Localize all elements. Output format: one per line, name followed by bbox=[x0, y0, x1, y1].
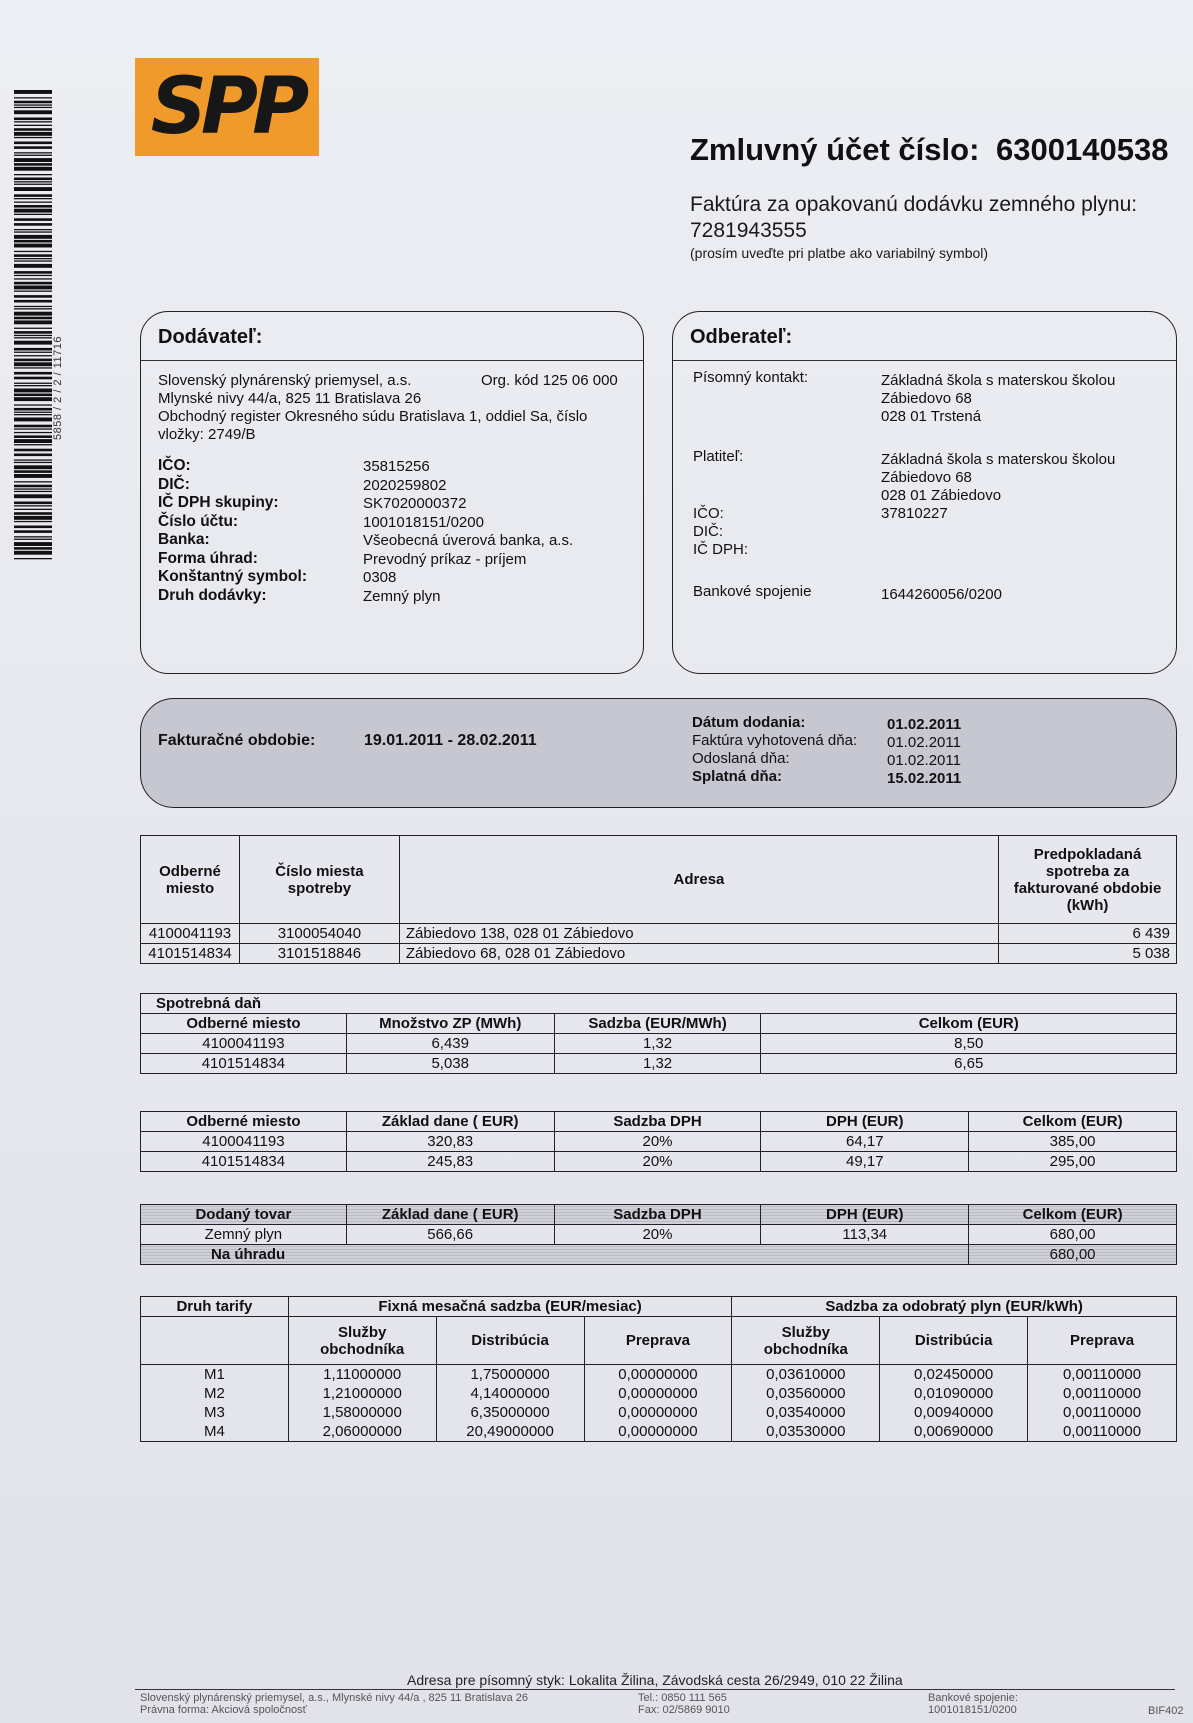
tariff-cell: 0,03540000 bbox=[732, 1403, 880, 1422]
places-row bbox=[141, 944, 1177, 964]
payer-label: Platiteľ: bbox=[693, 448, 744, 465]
invoice-number: 7281943555 bbox=[690, 219, 807, 242]
barcode-bar bbox=[14, 317, 52, 320]
barcode-bar bbox=[14, 383, 52, 384]
tariff-cell: 0,03530000 bbox=[732, 1422, 880, 1442]
consumption-places-table bbox=[140, 835, 1177, 964]
barcode-bar bbox=[14, 187, 52, 191]
places-cell: 3100054040 bbox=[239, 924, 399, 944]
supplier-field-value: 2020259802 bbox=[363, 476, 447, 494]
barcode-bar bbox=[14, 300, 52, 303]
barcode-bar bbox=[14, 275, 52, 276]
places-cell: 6 439 bbox=[999, 924, 1177, 944]
tariff-cell: 2,06000000 bbox=[288, 1422, 436, 1442]
tariff-cell: M4 bbox=[141, 1422, 289, 1442]
tariff-cell: 0,00000000 bbox=[584, 1403, 732, 1422]
tariff-row bbox=[141, 1422, 1177, 1442]
barcode-bar bbox=[14, 459, 52, 460]
period-date-value: 01.02.2011 bbox=[887, 734, 961, 751]
barcode-number: 5858 / 2 / 2 / 11716 bbox=[52, 336, 64, 440]
footer-company: Slovenský plynárenský priemysel, a.s., Mlynské nivy 44/a , 825 11 Bratislava 26 bbox=[140, 1692, 529, 1704]
barcode-bar bbox=[14, 539, 52, 540]
excise-title: Spotrebná daň bbox=[141, 994, 1177, 1014]
excise-cell: 6,65 bbox=[761, 1054, 1177, 1074]
barcode-bar bbox=[14, 462, 52, 463]
tariff-subheader: Preprava bbox=[1028, 1317, 1177, 1365]
tariff-table bbox=[140, 1296, 1177, 1442]
tariff-cell: 1,11000000 bbox=[288, 1365, 436, 1385]
supplier-field-value: 1001018151/0200 bbox=[363, 513, 484, 531]
barcode-bar bbox=[14, 348, 52, 351]
tariff-cell: 4,14000000 bbox=[436, 1384, 584, 1403]
barcode-bar bbox=[14, 167, 52, 171]
footer-code: BIF402 bbox=[1148, 1705, 1184, 1717]
barcode-bar bbox=[14, 240, 52, 243]
barcode-bar bbox=[14, 205, 52, 208]
barcode-bar bbox=[14, 125, 52, 126]
places-row bbox=[141, 924, 1177, 944]
amount-due-label: Na úhradu bbox=[141, 1245, 969, 1265]
tariff-cell: 0,02450000 bbox=[880, 1365, 1028, 1385]
account-label: Zmluvný účet číslo: bbox=[690, 132, 980, 167]
excise-cell: 1,32 bbox=[554, 1054, 761, 1074]
excise-header: Odberné miesto bbox=[141, 1014, 347, 1034]
barcode-bar bbox=[14, 291, 52, 292]
supplier-field-label: Konštantný symbol: bbox=[158, 568, 307, 585]
barcode-bar bbox=[14, 337, 52, 338]
barcode-bar bbox=[14, 229, 52, 230]
barcode-bar bbox=[14, 264, 52, 268]
vat-cell: 295,00 bbox=[969, 1152, 1177, 1172]
tariff-cell: 0,00110000 bbox=[1028, 1403, 1177, 1422]
barcode-bar bbox=[14, 184, 52, 185]
barcode-bar bbox=[14, 551, 52, 555]
contact-label: Písomný kontakt: bbox=[693, 369, 809, 386]
barcode-bar bbox=[14, 488, 52, 489]
barcode-bar bbox=[14, 536, 52, 537]
barcode-bar bbox=[14, 194, 52, 197]
barcode-bar bbox=[14, 359, 52, 362]
goods-total-table bbox=[140, 1204, 1177, 1265]
barcode-bar bbox=[14, 558, 52, 559]
barcode-bar bbox=[14, 174, 52, 175]
fixed-rate-header: Fixná mesačná sadzba (EUR/mesiac) bbox=[288, 1297, 732, 1317]
period-date-label: Dátum dodania: bbox=[692, 714, 806, 731]
supplier-field-label: Číslo účtu: bbox=[158, 512, 239, 530]
tariff-subheader: Distribúcia bbox=[436, 1317, 584, 1365]
excise-cell: 1,32 bbox=[554, 1034, 761, 1054]
barcode-bar bbox=[14, 491, 52, 492]
barcode-bar bbox=[14, 251, 52, 252]
contact-line-1: Základná škola s materskou školou bbox=[881, 372, 1116, 389]
vat-header: Základ dane ( EUR) bbox=[346, 1112, 554, 1132]
tariff-cell: 0,00690000 bbox=[880, 1422, 1028, 1442]
tariff-cell: 1,21000000 bbox=[288, 1384, 436, 1403]
barcode-bar bbox=[14, 132, 52, 136]
excise-cell: 5,038 bbox=[346, 1054, 554, 1074]
barcode-bar bbox=[14, 502, 52, 505]
goods-header: DPH (EUR) bbox=[761, 1205, 969, 1225]
goods-header: Dodaný tovar bbox=[141, 1205, 347, 1225]
barcode-bar bbox=[14, 505, 52, 506]
supplier-register-1: Obchodný register Okresného súdu Bratislava 1, oddiel Sa, číslo bbox=[158, 408, 588, 425]
barcode-bar bbox=[14, 142, 52, 145]
barcode-bar bbox=[14, 435, 52, 438]
tariff-cell: 0,00000000 bbox=[584, 1384, 732, 1403]
customer-bank-label: Bankové spojenie bbox=[693, 583, 812, 600]
supplier-panel bbox=[140, 311, 644, 674]
billing-period-panel bbox=[140, 698, 1177, 808]
barcode-bar bbox=[14, 481, 52, 482]
barcode-bar bbox=[14, 509, 52, 510]
tariff-cell: 0,00110000 bbox=[1028, 1422, 1177, 1442]
period-date-value: 01.02.2011 bbox=[887, 716, 962, 733]
barcode-bar bbox=[14, 286, 52, 290]
places-cell: 4101514834 bbox=[141, 944, 240, 964]
contact-line-3: 028 01 Trstená bbox=[881, 408, 982, 425]
barcode-bar bbox=[14, 118, 52, 121]
supplier-field-value: 0308 bbox=[363, 569, 397, 586]
barcode-bar bbox=[14, 158, 52, 162]
excise-cell: 4101514834 bbox=[141, 1054, 347, 1074]
period-date-value: 15.02.2011 bbox=[887, 770, 962, 787]
period-date-value: 01.02.2011 bbox=[887, 752, 961, 769]
tariff-row bbox=[141, 1384, 1177, 1403]
tariff-cell: 0,03560000 bbox=[732, 1384, 880, 1403]
goods-cell: 20% bbox=[554, 1225, 761, 1245]
tariff-cell: 0,00940000 bbox=[880, 1403, 1028, 1422]
goods-header: Celkom (EUR) bbox=[969, 1205, 1177, 1225]
barcode-bar bbox=[14, 428, 52, 429]
footer-divider bbox=[135, 1689, 1175, 1690]
vat-cell: 20% bbox=[554, 1152, 761, 1172]
barcode-bar bbox=[14, 377, 52, 380]
vat-cell: 320,83 bbox=[346, 1132, 554, 1152]
supplier-field-label: IČO: bbox=[158, 457, 191, 474]
barcode-bar bbox=[14, 110, 52, 114]
supplier-field-value: 35815256 bbox=[363, 458, 430, 475]
period-label: Fakturačné obdobie: bbox=[158, 732, 316, 749]
barcode-bar bbox=[14, 235, 52, 239]
vat-header: Sadzba DPH bbox=[554, 1112, 761, 1132]
spp-logo bbox=[135, 58, 319, 156]
vat-cell: 4101514834 bbox=[141, 1152, 347, 1172]
barcode-bar bbox=[14, 397, 52, 401]
supplier-divider bbox=[141, 360, 643, 361]
period-date-label: Odoslaná dňa: bbox=[692, 750, 790, 767]
vat-cell: 245,83 bbox=[346, 1152, 554, 1172]
barcode-bar bbox=[14, 258, 52, 259]
vat-row bbox=[141, 1152, 1177, 1172]
tariff-type-header: Druh tarify bbox=[141, 1297, 289, 1317]
barcode-bar bbox=[14, 341, 52, 345]
barcode-bar bbox=[14, 107, 52, 108]
barcode-bar bbox=[14, 90, 52, 94]
goods-cell: 113,34 bbox=[761, 1225, 969, 1245]
goods-header: Sadzba DPH bbox=[554, 1205, 761, 1225]
customer-bank-value: 1644260056/0200 bbox=[881, 586, 1002, 603]
supplier-field-label: Banka: bbox=[158, 531, 210, 548]
tariff-cell: 0,00110000 bbox=[1028, 1384, 1177, 1403]
barcode-bar bbox=[14, 328, 52, 329]
amount-due-value: 680,00 bbox=[969, 1245, 1177, 1265]
goods-header: Základ dane ( EUR) bbox=[346, 1205, 554, 1225]
barcode-bar bbox=[14, 271, 52, 274]
tariff-cell: 0,03610000 bbox=[732, 1365, 880, 1385]
barcode-bar bbox=[14, 198, 52, 199]
barcode-bar bbox=[14, 282, 52, 285]
barcode-bar bbox=[14, 516, 52, 520]
barcode-bar bbox=[14, 331, 52, 334]
barcode-bar bbox=[14, 202, 52, 203]
barcode-bar bbox=[14, 231, 52, 232]
excise-row bbox=[141, 1034, 1177, 1054]
customer-divider bbox=[673, 360, 1176, 361]
payer-line-2: Zábiedovo 68 bbox=[881, 469, 972, 486]
barcode-bar bbox=[14, 408, 52, 411]
barcode-bar bbox=[14, 352, 52, 353]
customer-ico-value: 37810227 bbox=[881, 505, 948, 522]
vat-cell: 64,17 bbox=[761, 1132, 969, 1152]
barcode-bar bbox=[14, 425, 52, 428]
barcode-bar bbox=[14, 163, 52, 166]
tariff-cell: 1,75000000 bbox=[436, 1365, 584, 1385]
places-cell: Zábiedovo 68, 028 01 Zábiedovo bbox=[399, 944, 998, 964]
excise-row bbox=[141, 1054, 1177, 1074]
places-header-consumption: Predpokladaná spotreba za fakturované obdobie (kWh) bbox=[999, 836, 1177, 924]
barcode-bar bbox=[14, 512, 52, 515]
tariff-subheader: Služby obchodníka bbox=[732, 1317, 880, 1365]
supplier-register-2: vložky: 2749/B bbox=[158, 426, 256, 443]
invoice-note: (prosím uveďte pri platbe ako variabilný symbol) bbox=[690, 245, 989, 261]
supplier-field-value: SK7020000372 bbox=[363, 495, 467, 512]
supplier-field-label: DIČ: bbox=[158, 475, 190, 493]
excise-header: Sadzba (EUR/MWh) bbox=[554, 1014, 761, 1034]
footer-fax: Fax: 02/5869 9010 bbox=[638, 1704, 730, 1716]
barcode-bar bbox=[14, 244, 52, 248]
barcode-bar bbox=[14, 214, 52, 215]
vat-row bbox=[141, 1132, 1177, 1152]
barcode-bar bbox=[14, 260, 52, 261]
barcode-bar bbox=[14, 128, 52, 131]
footer-bank-value: 1001018151/0200 bbox=[928, 1704, 1017, 1716]
customer-title: Odberateľ: bbox=[690, 326, 793, 348]
goods-cell: 566,66 bbox=[346, 1225, 554, 1245]
barcode-bar bbox=[14, 485, 52, 488]
barcode-bar bbox=[14, 223, 52, 226]
vat-header: Celkom (EUR) bbox=[969, 1112, 1177, 1132]
barcode-bar bbox=[14, 449, 52, 452]
tariff-cell: M3 bbox=[141, 1403, 289, 1422]
places-cell: 5 038 bbox=[999, 944, 1177, 964]
barcode-bar bbox=[14, 218, 52, 221]
barcode-bar bbox=[14, 209, 52, 213]
footer-bank-label: Bankové spojenie: bbox=[928, 1692, 1018, 1704]
places-header-number: Číslo miesta spotreby bbox=[239, 836, 399, 924]
barcode-bar bbox=[14, 404, 52, 405]
barcode-bar bbox=[14, 355, 52, 356]
goods-cell: Zemný plyn bbox=[141, 1225, 347, 1245]
tariff-row bbox=[141, 1365, 1177, 1385]
barcode-bar bbox=[14, 335, 52, 336]
tariff-cell: 1,58000000 bbox=[288, 1403, 436, 1422]
barcode-bar bbox=[14, 465, 52, 469]
barcode-bar bbox=[14, 306, 52, 307]
barcode-bar bbox=[14, 470, 52, 473]
vat-header: Odberné miesto bbox=[141, 1112, 347, 1132]
supplier-name: Slovenský plynárenský priemysel, a.s. bbox=[158, 372, 412, 389]
correspondence-address: Adresa pre písomný styk: Lokalita Žilina, Závodská cesta 26/2949, 010 22 Žilina bbox=[407, 1672, 903, 1688]
period-date-label: Splatná dňa: bbox=[692, 768, 783, 785]
customer-panel bbox=[672, 311, 1177, 674]
barcode-bar bbox=[14, 412, 52, 413]
barcode-bar bbox=[14, 521, 52, 522]
places-cell: 3101518846 bbox=[239, 944, 399, 964]
barcode-bar bbox=[14, 444, 52, 445]
barcode-bar bbox=[14, 312, 52, 316]
barcode-bar bbox=[14, 278, 52, 279]
barcode-bar bbox=[14, 439, 52, 443]
excise-header: Množstvo ZP (MWh) bbox=[346, 1014, 554, 1034]
tariff-subheader: Distribúcia bbox=[880, 1317, 1028, 1365]
barcode-bar bbox=[14, 454, 52, 457]
customer-ico-label: IČO: bbox=[693, 505, 724, 522]
places-header-place: Odberné miesto bbox=[141, 836, 240, 924]
barcode bbox=[14, 90, 52, 560]
excise-tax-table bbox=[140, 993, 1177, 1074]
barcode-bar bbox=[14, 101, 52, 104]
tariff-subheader: Služby obchodníka bbox=[288, 1317, 436, 1365]
customer-icdph-label: IČ DPH: bbox=[693, 541, 749, 558]
supplier-field-value: Všeobecná úverová banka, a.s. bbox=[363, 532, 574, 549]
goods-cell: 680,00 bbox=[969, 1225, 1177, 1245]
places-cell: Zábiedovo 138, 028 01 Zábiedovo bbox=[399, 924, 998, 944]
excise-cell: 8,50 bbox=[761, 1034, 1177, 1054]
supplier-title: Dodávateľ: bbox=[158, 326, 263, 348]
payer-line-3: 028 01 Zábiedovo bbox=[881, 487, 1002, 504]
tariff-cell: 6,35000000 bbox=[436, 1403, 584, 1422]
tariff-cell: M2 bbox=[141, 1384, 289, 1403]
barcode-bar bbox=[14, 547, 52, 550]
barcode-bar bbox=[14, 362, 52, 366]
supplier-field-label: IČ DPH skupiny: bbox=[158, 494, 279, 511]
barcode-bar bbox=[14, 394, 52, 397]
supplier-field-label: Forma úhrad: bbox=[158, 549, 258, 567]
barcode-bar bbox=[14, 295, 52, 298]
barcode-bar bbox=[14, 97, 52, 98]
barcode-bar bbox=[14, 474, 52, 478]
vat-cell: 4100041193 bbox=[141, 1132, 347, 1152]
barcode-bar bbox=[14, 320, 52, 324]
barcode-bar bbox=[14, 104, 52, 105]
tariff-sub-empty bbox=[141, 1317, 289, 1365]
payer-line-1: Základná škola s materskou školou bbox=[881, 451, 1116, 468]
period-date-label: Faktúra vyhotovená dňa: bbox=[692, 732, 858, 749]
barcode-bar bbox=[14, 530, 52, 533]
tariff-cell: M1 bbox=[141, 1365, 289, 1385]
excise-cell: 4100041193 bbox=[141, 1034, 347, 1054]
excise-cell: 6,439 bbox=[346, 1034, 554, 1054]
account-number: 6300140538 bbox=[996, 132, 1169, 167]
vat-cell: 20% bbox=[554, 1132, 761, 1152]
barcode-bar bbox=[14, 155, 52, 156]
barcode-bar bbox=[14, 308, 52, 309]
vat-header: DPH (EUR) bbox=[761, 1112, 969, 1132]
footer-tel: Tel.: 0850 111 565 bbox=[638, 1692, 727, 1704]
barcode-bar bbox=[14, 389, 52, 393]
barcode-bar bbox=[14, 526, 52, 529]
barcode-bar bbox=[14, 181, 52, 182]
places-cell: 4100041193 bbox=[141, 924, 240, 944]
barcode-bar bbox=[14, 178, 52, 181]
barcode-bar bbox=[14, 137, 52, 138]
tariff-cell: 0,00000000 bbox=[584, 1365, 732, 1385]
excise-header: Celkom (EUR) bbox=[761, 1014, 1177, 1034]
account-title bbox=[690, 132, 1168, 168]
tariff-subheader: Preprava bbox=[584, 1317, 732, 1365]
supplier-field-value: Zemný plyn bbox=[363, 587, 441, 605]
barcode-bar bbox=[14, 367, 52, 368]
supplier-org-code: Org. kód 125 06 000 bbox=[481, 372, 618, 389]
barcode-bar bbox=[14, 121, 52, 122]
barcode-bar bbox=[14, 494, 52, 498]
barcode-bar bbox=[14, 385, 52, 386]
places-header-address: Adresa bbox=[399, 836, 998, 924]
barcode-bar bbox=[14, 146, 52, 149]
variable-rate-header: Sadzba za odobratý plyn (EUR/kWh) bbox=[732, 1297, 1177, 1317]
tariff-cell: 0,01090000 bbox=[880, 1384, 1028, 1403]
vat-cell: 49,17 bbox=[761, 1152, 969, 1172]
invoice-line-text: Faktúra za opakovanú dodávku zemného plynu: bbox=[690, 193, 1138, 216]
tariff-cell: 0,00000000 bbox=[584, 1422, 732, 1442]
barcode-bar bbox=[14, 432, 52, 433]
supplier-field-label: Druh dodávky: bbox=[158, 586, 267, 604]
barcode-bar bbox=[14, 542, 52, 546]
invoice-heading bbox=[690, 192, 1190, 244]
period-value: 19.01.2011 - 28.02.2011 bbox=[364, 732, 537, 749]
tariff-cell: 20,49000000 bbox=[436, 1422, 584, 1442]
tariff-cell: 0,00110000 bbox=[1028, 1365, 1177, 1385]
barcode-bar bbox=[14, 372, 52, 375]
supplier-address: Mlynské nivy 44/a, 825 11 Bratislava 26 bbox=[158, 390, 422, 407]
barcode-bar bbox=[14, 152, 52, 153]
vat-cell: 385,00 bbox=[969, 1132, 1177, 1152]
tariff-row bbox=[141, 1403, 1177, 1422]
contact-line-2: Zábiedovo 68 bbox=[881, 390, 972, 407]
barcode-bar bbox=[14, 254, 52, 257]
logo-text: SPP bbox=[150, 62, 304, 152]
barcode-bar bbox=[14, 414, 52, 415]
supplier-field-value: Prevodný príkaz - príjem bbox=[363, 550, 527, 568]
footer-legal-form: Právna forma: Akciová spoločnosť bbox=[140, 1704, 307, 1716]
vat-table bbox=[140, 1111, 1177, 1172]
barcode-bar bbox=[14, 418, 52, 422]
customer-dic-label: DIČ: bbox=[693, 523, 723, 540]
